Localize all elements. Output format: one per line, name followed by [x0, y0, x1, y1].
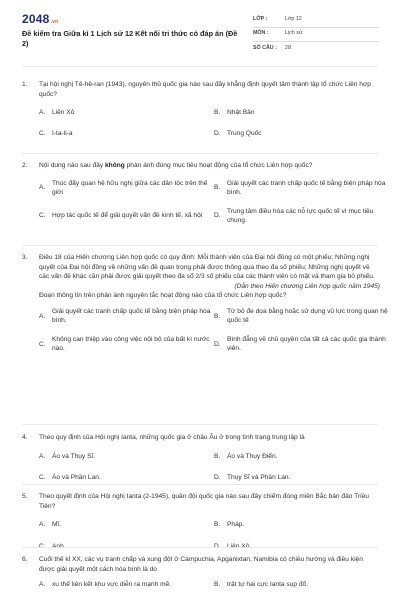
- option-letter: A.: [39, 452, 46, 460]
- question-text-part: Nội dung nào sau đây: [39, 162, 105, 169]
- option-letter: A.: [39, 581, 46, 589]
- option-letter: B.: [214, 521, 221, 529]
- option-text: Liên Xô: [52, 109, 75, 117]
- option-text: Thúc đẩy quan hệ hữu nghị giữa các dân tộc trên thế giới: [52, 179, 208, 197]
- question-number: 3.: [22, 254, 28, 261]
- meta-value: 28: [285, 45, 291, 52]
- option-c[interactable]: [39, 207, 214, 226]
- option-text: Áo và Thụy Sĩ.: [52, 452, 96, 460]
- meta-label: SỐ CÂU :: [253, 45, 277, 52]
- option-letter: A.: [39, 312, 46, 320]
- option-letter: B.: [214, 312, 221, 320]
- option-text: I-ta-li-a: [52, 129, 73, 137]
- question-text: Cuối thế kỉ XX, các vụ tranh chấp và xung đột ở Campuchia, Apganixtan, Namibia có chiều hướng và điều kiện được giải quyết một cách hòa bình là do: [39, 556, 363, 573]
- option-letter: D.: [214, 212, 221, 220]
- question-number: 4.: [22, 434, 28, 441]
- question-text: Tại hội nghị Tê-hê-ran (1943), nguyên thủ quốc gia nào sau đây khẳng định quyết tâm thành lập tổ chức Liên hợp quốc?: [39, 81, 371, 98]
- question-number: 1.: [22, 81, 28, 88]
- option-letter: C.: [39, 474, 46, 482]
- question-1: [22, 80, 380, 138]
- option-letter: B.: [214, 581, 221, 589]
- quote-source: (Dẫn theo Hiến chương Liên hợp quốc năm 1945): [234, 282, 380, 290]
- option-a[interactable]: [39, 520, 214, 530]
- option-letter: B.: [214, 109, 221, 117]
- divider: [22, 153, 378, 154]
- option-b[interactable]: [214, 520, 389, 530]
- meta-value[interactable]: Lớp 12: [285, 15, 302, 22]
- option-letter: B.: [214, 184, 221, 192]
- option-text: trật tự hai cực Ianta sụp đổ.: [227, 581, 309, 589]
- brand-logo[interactable]: [22, 11, 58, 28]
- options: [39, 108, 380, 138]
- question-number: 6.: [22, 556, 28, 563]
- brand-name: 2048: [22, 12, 50, 26]
- option-text: Không can thiệp vào công việc nội bộ của bất kì nước nào.: [52, 335, 210, 353]
- divider: [22, 245, 378, 246]
- question-6: [22, 555, 380, 590]
- meta-row-class: [253, 13, 379, 28]
- meta-row-count: [253, 42, 379, 57]
- option-letter: D.: [214, 474, 221, 482]
- option-b[interactable]: [214, 580, 389, 590]
- option-text: Pháp.: [227, 521, 245, 529]
- option-a[interactable]: [39, 452, 214, 462]
- option-text: Trung tâm điều hòa các nỗ lực quốc tế vì mục tiêu chung.: [227, 207, 374, 225]
- divider: [22, 424, 378, 425]
- meta-label: LỚP :: [253, 15, 268, 22]
- question-text: Điều 18 của Hiến chương Liên hợp quốc có quy định: Mỗi thành viên của Đại hội đồng có một phiếu; Những nghị quyết của Đại hội đồng về những vấn đề quan trọng phải được thông qua theo đa số phiếu; Những nghị quyết về các vấn đề khác cần phải được giải quyết theo đa số 2/3 số phiếu của các thành viên có mặt và tham gia bỏ phiếu.: [39, 254, 375, 281]
- option-c[interactable]: [39, 335, 214, 354]
- question-prompt: Đoạn thông tin trên phản ánh nguyên tắc hoạt động nào của tổ chức Liên hợp quốc?: [39, 292, 287, 300]
- question-emphasis: không: [105, 162, 125, 169]
- option-text: xu thế liên kết khu vực diễn ra mạnh mẽ.: [52, 581, 172, 589]
- options: [39, 452, 380, 483]
- option-d[interactable]: [214, 473, 389, 483]
- option-text: Bình đẳng về chủ quyền của tất cả các quốc gia thành viên.: [227, 335, 386, 353]
- options: [39, 580, 380, 590]
- option-letter: C.: [39, 340, 46, 348]
- meta-value[interactable]: Lịch sử: [285, 30, 303, 37]
- option-letter: D.: [214, 129, 221, 137]
- question-5: [22, 492, 380, 551]
- option-letter: A.: [39, 109, 46, 117]
- question-number: 2.: [22, 162, 28, 169]
- option-c[interactable]: [39, 129, 214, 139]
- question-text: Theo quyết định của Hội nghị Ianta (2-1945), quân đội quốc gia nào sau đây chiếm đóng miền Bắc bán đảo Triều Tiên?: [39, 493, 369, 510]
- options: [39, 179, 386, 226]
- question-text: Theo quy định của Hội nghị Ianta, những quốc gia ở châu Âu ở trong tình trạng trung lập là: [39, 434, 305, 441]
- option-a[interactable]: [39, 307, 214, 326]
- header-divider: [22, 66, 378, 67]
- meta-table: [253, 13, 379, 57]
- option-text: Áo và Phần Lan.: [52, 474, 101, 482]
- option-a[interactable]: [39, 108, 214, 118]
- option-d[interactable]: [214, 129, 389, 139]
- option-letter: D.: [214, 340, 221, 348]
- meta-label: MÔN :: [253, 30, 269, 37]
- option-text: Áo và Thụy Điển.: [227, 452, 278, 460]
- option-b[interactable]: [214, 307, 389, 326]
- option-letter: B.: [214, 452, 221, 460]
- option-a[interactable]: [39, 179, 214, 198]
- option-text: Nhật Bản: [227, 109, 255, 117]
- option-letter: C.: [39, 212, 46, 220]
- option-letter: A.: [39, 184, 46, 192]
- option-letter: C.: [39, 129, 46, 137]
- options: [39, 307, 388, 354]
- option-b[interactable]: [214, 108, 389, 118]
- question-number: 5.: [22, 493, 28, 500]
- option-text: Giải quyết các tranh chấp quốc tế bằng biện pháp hòa bình.: [227, 179, 386, 197]
- option-c[interactable]: [39, 473, 214, 483]
- option-a[interactable]: [39, 580, 214, 590]
- question-text: [39, 161, 380, 171]
- option-b[interactable]: [214, 179, 389, 198]
- divider: [22, 547, 378, 548]
- option-text: Giải quyết các tranh chấp quốc tế bằng biện pháp hòa bình.: [52, 307, 211, 325]
- question-body: [39, 253, 380, 301]
- option-text: Mĩ.: [52, 521, 62, 529]
- question-2: [22, 161, 386, 226]
- option-letter: A.: [39, 521, 46, 529]
- header: [0, 0, 400, 68]
- question-text-part: phản ánh đúng mục tiêu hoạt động của tổ chức Liên hợp quốc?: [124, 162, 313, 169]
- meta-row-subject: [253, 28, 379, 43]
- option-d[interactable]: [214, 335, 389, 354]
- question-3: [22, 253, 388, 354]
- option-text: Hợp tác quốc tế để giải quyết vấn đề kinh tế, xã hội: [52, 212, 203, 220]
- option-b[interactable]: [214, 452, 389, 462]
- page-title: Đề kiểm tra Giữa kì 1 Lịch sử 12 Kết nối tri thức có đáp án (Đề 2): [22, 29, 238, 49]
- question-4: [22, 433, 380, 483]
- option-text: Từ bỏ đe dọa bằng hoặc sử dụng vũ lực trong quan hệ quốc tế: [227, 307, 388, 325]
- divider: [22, 484, 378, 485]
- option-text: Trung Quốc: [227, 129, 262, 137]
- brand-suffix: .vn: [50, 19, 59, 25]
- option-text: Thụy Sĩ và Phần Lan.: [227, 474, 291, 482]
- option-d[interactable]: [214, 207, 389, 226]
